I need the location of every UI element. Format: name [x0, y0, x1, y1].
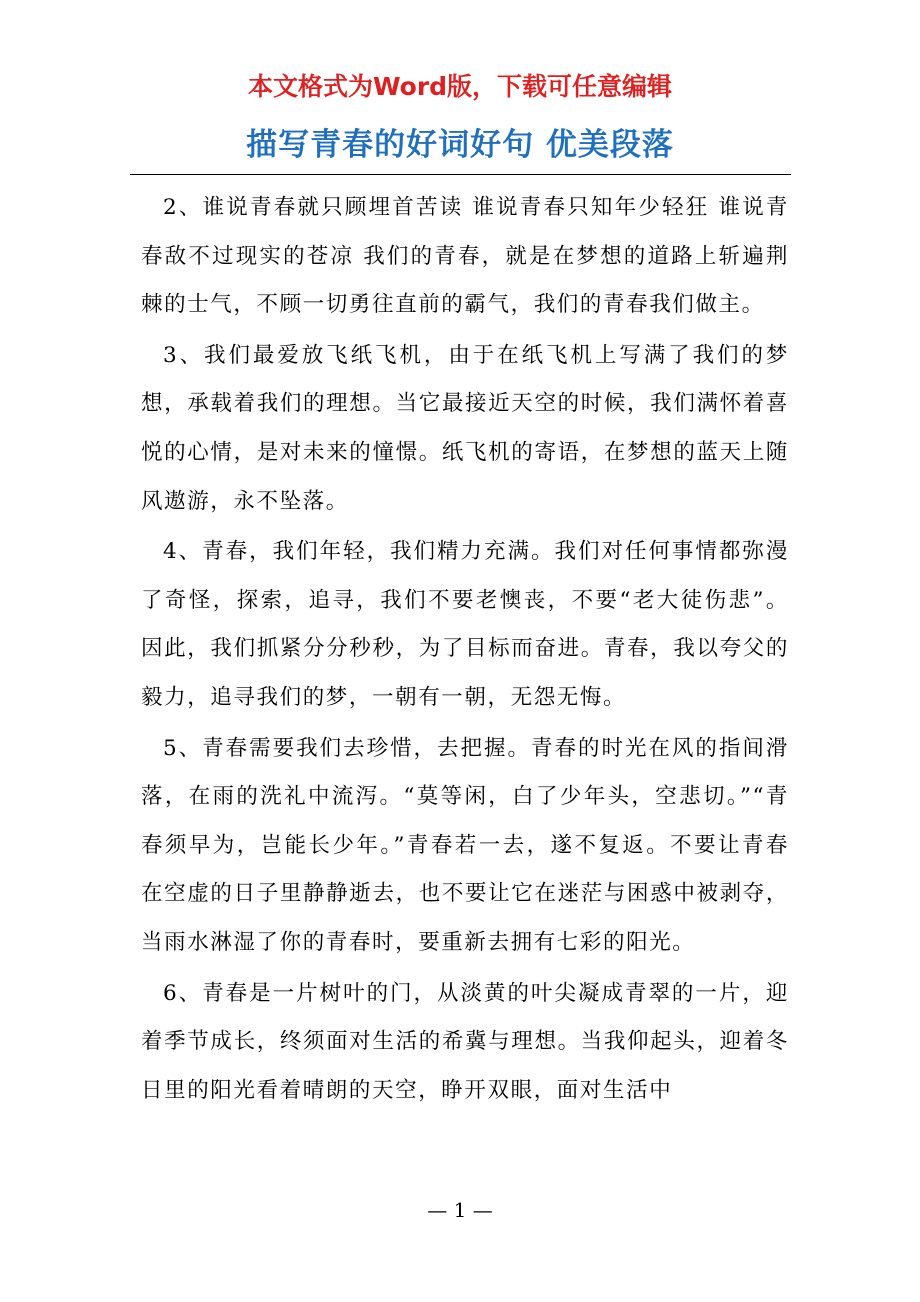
format-notice-banner: 本文格式为Word版，下载可任意编辑 — [247, 72, 673, 101]
paragraph-3: 3、我们最爱放飞纸飞机，由于在纸飞机上写满了我们的梦想，承载着我们的理想。当它最接近天空的时候，我们满怀着喜悦的心情，是对未来的憧憬。纸飞机的寄语，在梦想的蓝天上随风遨游，永不坠落。 — [141, 342, 789, 514]
paragraph-4: 4、青春，我们年轻，我们精力充满。我们对任何事情都弥漫了奇怪，探索，追寻，我们不要老懊丧，不要“老大徒伤悲”。因此，我们抓紧分分秒秒，为了目标而奋进。青春，我以夸父的毅力，追寻我们的梦，一朝有一朝，无怨无悔。 — [141, 539, 789, 710]
paragraph-6: 6、青春是一片树叶的门，从淡黄的叶尖凝成青翠的一片，迎着季节成长，终须面对生活的希冀与理想。当我仰起头，迎着冬日里的阳光看着晴朗的天空，睁开双眼，面对生活中 — [141, 980, 789, 1103]
document-body — [141, 184, 789, 1117]
page-number: — 1 — — [427, 1198, 493, 1222]
document-title: 描写青春的好词好句 优美段落 — [246, 127, 674, 163]
header-divider — [130, 174, 791, 175]
paragraph-2: 2、谁说青春就只顾埋首苦读 谁说青春只知年少轻狂 谁说青春敌不过现实的苍凉 我们的青春，就是在梦想的道路上斩遍荆棘的士气，不顾一切勇往直前的霸气，我们的青春我们做主。 — [141, 195, 789, 318]
paragraph-5: 5、青春需要我们去珍惜，去把握。青春的时光在风的指间滑落，在雨的洗礼中流泻。“莫等闲，白了少年头，空悲切。”“青春须早为，岂能长少年。”青春若一去，遂不复返。不要让青春在空虚的日子里静静逝去，也不要让它在迷茫与困惑中被剥夺，当雨水淋湿了你的青春时，要重新去拥有七彩的阳光。 — [141, 735, 789, 955]
